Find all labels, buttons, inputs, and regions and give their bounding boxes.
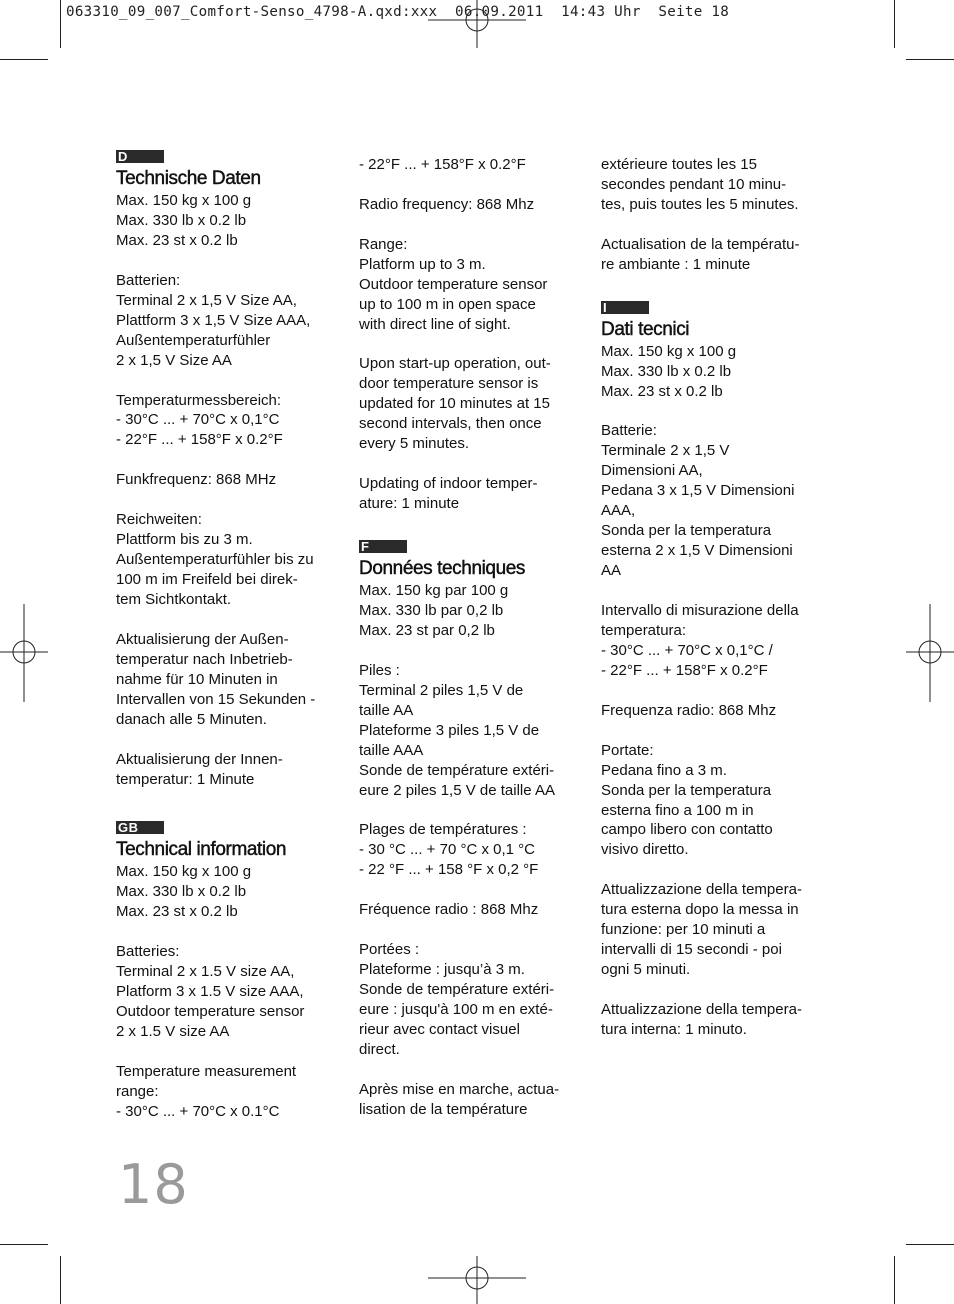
text-line: [601, 402, 831, 422]
text-line: Updating of indoor temper-: [359, 475, 538, 493]
text-line: Außentemperaturfühler bis zu: [116, 551, 314, 569]
language-tag-de: D: [116, 150, 164, 163]
text-line: [601, 860, 831, 880]
text-line: [116, 922, 346, 942]
text-line: AAA,: [601, 502, 636, 520]
language-tag-gb: GB: [116, 821, 164, 834]
text-line: Batteries:: [116, 943, 180, 961]
text-line: Max. 23 st x 0.2 lb: [116, 903, 238, 921]
text-line: - 30 °C ... + 70 °C x 0,1 °C: [359, 841, 535, 859]
text-line: Piles :: [359, 661, 400, 679]
language-tag-fr: F: [359, 540, 407, 553]
text-line: door temperature sensor is: [359, 375, 539, 393]
text-line: Intervallo di misurazione della: [601, 602, 799, 619]
text-line: Außentemperaturfühler: [116, 331, 271, 349]
column-middle: [359, 155, 589, 1120]
text-line: esterna fino a 100 m in: [601, 801, 754, 819]
text-line: Platform up to 3 m.: [359, 255, 486, 273]
text-line: [116, 730, 346, 750]
text-line: [116, 450, 346, 470]
text-line: Max. 150 kg par 100 g: [359, 582, 509, 600]
text-line: intervalli di 15 secondi - poi: [601, 941, 782, 959]
text-line: temperatur: 1 Minute: [116, 770, 255, 788]
text-line: Attualizzazione della tempera-: [601, 1001, 802, 1018]
crop-mark: [906, 59, 954, 60]
text-line: Batterie:: [601, 422, 657, 440]
text-line: re ambiante : 1 minute: [601, 255, 751, 273]
crop-mark: [0, 1244, 48, 1245]
crop-mark: [0, 59, 48, 60]
text-line: up to 100 m in open space: [359, 295, 536, 313]
text-line: Pedana fino a 3 m.: [601, 761, 727, 779]
text-line: - 30°C ... + 70°C x 0.1°C: [116, 1102, 280, 1120]
text-line: Après mise en marche, actua-: [359, 1080, 560, 1098]
text-line: funzione: per 10 minuti a: [601, 921, 766, 939]
text-line: Aktualisierung der Außen-: [116, 630, 289, 648]
registration-mark-left: [0, 604, 48, 702]
text-line: Dimensioni AA,: [601, 462, 703, 480]
section-body-gb: [116, 862, 346, 1121]
text-line: 100 m im Freifeld bei direk-: [116, 571, 298, 589]
text-line: Temperaturmessbereich:: [116, 391, 282, 409]
text-line: 2 x 1,5 V Size AA: [116, 351, 232, 369]
text-line: Max. 150 kg x 100 g: [116, 863, 252, 881]
crop-mark: [60, 0, 61, 48]
text-line: Plateforme : jusqu’à 3 m.: [359, 961, 525, 979]
text-line: range:: [116, 1082, 159, 1100]
text-line: Terminal 2 x 1.5 V size AA,: [116, 963, 295, 981]
text-line: [601, 681, 831, 701]
text-line: [359, 215, 589, 235]
text-line: [116, 610, 346, 630]
text-line: ature: 1 minute: [359, 495, 460, 513]
text-line: [359, 454, 589, 474]
text-line: with direct line of sight.: [359, 315, 511, 333]
section-body-it: [601, 342, 831, 1040]
text-line: [116, 1042, 346, 1062]
text-line: taille AA: [359, 701, 414, 719]
text-line: - 22°F ... + 158°F x 0.2°F: [601, 661, 768, 679]
text-line: esterna 2 x 1,5 V Dimensioni: [601, 542, 793, 560]
text-line: temperatur nach Inbetrieb-: [116, 650, 293, 668]
text-line: - 22°F ... + 158°F x 0.2°F: [116, 431, 283, 449]
crop-mark: [60, 1256, 61, 1304]
text-line: [359, 641, 589, 661]
text-line: Upon start-up operation, out-: [359, 355, 551, 373]
text-line: tura esterna dopo la messa in: [601, 901, 799, 919]
text-line: - 22°F ... + 158°F x 0.2°F: [359, 156, 526, 173]
page-number: 18: [118, 1153, 189, 1216]
section-body-fr-continued: [601, 155, 831, 275]
text-line: [359, 175, 589, 195]
text-line: [601, 721, 831, 741]
print-slug-line: 063310_09_007_Comfort-Senso_4798-A.qxd:xxx 06.09.2011 14:43 Uhr Seite 18: [66, 4, 730, 20]
text-line: Outdoor temperature sensor: [116, 1003, 305, 1021]
text-line: lisation de la température: [359, 1100, 528, 1118]
registration-mark-right: [906, 604, 954, 702]
text-line: Funkfrequenz: 868 MHz: [116, 471, 277, 489]
column-left: [116, 150, 346, 1122]
text-line: [116, 251, 346, 271]
text-line: visivo diretto.: [601, 841, 689, 859]
text-line: Max. 23 st x 0.2 lb: [601, 382, 723, 400]
text-line: - 30°C ... + 70°C x 0,1°C /: [601, 641, 773, 659]
text-line: Max. 23 st par 0,2 lb: [359, 621, 495, 639]
text-line: Batterien:: [116, 271, 181, 289]
text-line: 2 x 1.5 V size AA: [116, 1023, 230, 1041]
text-line: temperatura:: [601, 621, 687, 639]
text-line: AA: [601, 562, 622, 580]
text-line: Temperature measurement: [116, 1062, 297, 1080]
crop-mark: [894, 1256, 895, 1304]
section-body-fr: [359, 581, 589, 1120]
text-line: Plattform bis zu 3 m.: [116, 531, 253, 549]
text-line: Reichweiten:: [116, 511, 202, 529]
text-line: - 22 °F ... + 158 °F x 0,2 °F: [359, 861, 539, 879]
text-line: Actualisation de la températu-: [601, 235, 800, 253]
text-line: Fréquence radio : 868 Mhz: [359, 901, 539, 919]
text-line: Max. 23 st x 0.2 lb: [116, 231, 238, 249]
text-line: tes, puis toutes les 5 minutes.: [601, 195, 799, 213]
text-line: Sonda per la temperatura: [601, 522, 772, 540]
text-line: tura interna: 1 minuto.: [601, 1020, 747, 1038]
text-line: extérieure toutes les 15: [601, 156, 757, 173]
section-title-it: Dati tecnici: [601, 318, 690, 340]
registration-mark-bottom: [428, 1256, 526, 1304]
text-line: Range:: [359, 235, 408, 253]
text-line: Platform 3 x 1.5 V size AAA,: [116, 983, 304, 1001]
text-line: - 30°C ... + 70°C x 0,1°C: [116, 411, 280, 429]
text-line: Radio frequency: 868 Mhz: [359, 195, 535, 213]
text-line: Max. 330 lb x 0.2 lb: [116, 211, 247, 229]
text-line: Max. 330 lb par 0,2 lb: [359, 601, 504, 619]
text-line: nahme für 10 Minuten in: [116, 670, 278, 688]
text-line: [601, 980, 831, 1000]
text-line: campo libero con contatto: [601, 821, 773, 839]
text-line: second intervals, then once: [359, 415, 542, 433]
text-line: [359, 1060, 589, 1080]
text-line: [359, 920, 589, 940]
crop-mark: [894, 0, 895, 48]
text-line: Max. 330 lb x 0.2 lb: [116, 883, 247, 901]
text-line: Plages de températures :: [359, 821, 527, 839]
text-line: Outdoor temperature sensor: [359, 275, 548, 293]
text-line: Intervallen von 15 Sekunden -: [116, 690, 316, 708]
text-line: Plateforme 3 piles 1,5 V de: [359, 721, 540, 739]
text-line: Sonde de température extéri-: [359, 761, 555, 779]
text-line: [601, 581, 831, 601]
text-line: [359, 335, 589, 355]
text-line: [116, 490, 346, 510]
text-line: eure : jusqu'à 100 m en exté-: [359, 1000, 553, 1018]
text-line: updated for 10 minutes at 15: [359, 395, 550, 413]
text-line: Attualizzazione della tempera-: [601, 881, 802, 899]
section-title-fr: Données techniques: [359, 558, 526, 580]
text-line: Max. 330 lb x 0.2 lb: [601, 362, 732, 380]
text-line: ogni 5 minuti.: [601, 961, 691, 979]
text-line: [359, 880, 589, 900]
text-line: Terminale 2 x 1,5 V: [601, 442, 730, 460]
text-line: [116, 371, 346, 391]
text-line: tem Sichtkontakt.: [116, 591, 232, 608]
text-line: Max. 150 kg x 100 g: [601, 342, 737, 360]
text-line: Plattform 3 x 1,5 V Size AAA,: [116, 311, 311, 329]
text-line: Sonde de température extéri-: [359, 981, 555, 999]
text-line: Aktualisierung der Innen-: [116, 750, 283, 768]
text-line: [359, 801, 589, 821]
registration-mark-top: [428, 0, 526, 50]
section-body-gb-continued: [359, 155, 589, 514]
text-line: every 5 minutes.: [359, 435, 470, 453]
text-line: danach alle 5 Minuten.: [116, 710, 267, 728]
text-line: Max. 150 kg x 100 g: [116, 192, 252, 209]
section-body-de: [116, 191, 346, 790]
text-line: Pedana 3 x 1,5 V Dimensioni: [601, 482, 795, 500]
text-line: direct.: [359, 1040, 400, 1058]
text-line: Terminal 2 piles 1,5 V de: [359, 681, 524, 699]
section-title-de: Technische Daten: [116, 168, 261, 189]
text-line: eure 2 piles 1,5 V de taille AA: [359, 781, 555, 799]
text-line: [601, 215, 831, 235]
text-line: Frequenza radio: 868 Mhz: [601, 701, 777, 719]
crop-mark: [906, 1244, 954, 1245]
text-line: Sonda per la temperatura: [601, 781, 772, 799]
column-right: [601, 155, 831, 1040]
section-title-gb: Technical information: [116, 839, 287, 861]
text-line: rieur avec contact visuel: [359, 1020, 520, 1038]
text-line: Terminal 2 x 1,5 V Size AA,: [116, 291, 297, 309]
text-line: secondes pendant 10 minu-: [601, 175, 787, 193]
text-line: Portate:: [601, 741, 654, 759]
language-tag-it: I: [601, 301, 649, 314]
text-line: taille AAA: [359, 741, 424, 759]
text-line: Portées :: [359, 941, 420, 959]
